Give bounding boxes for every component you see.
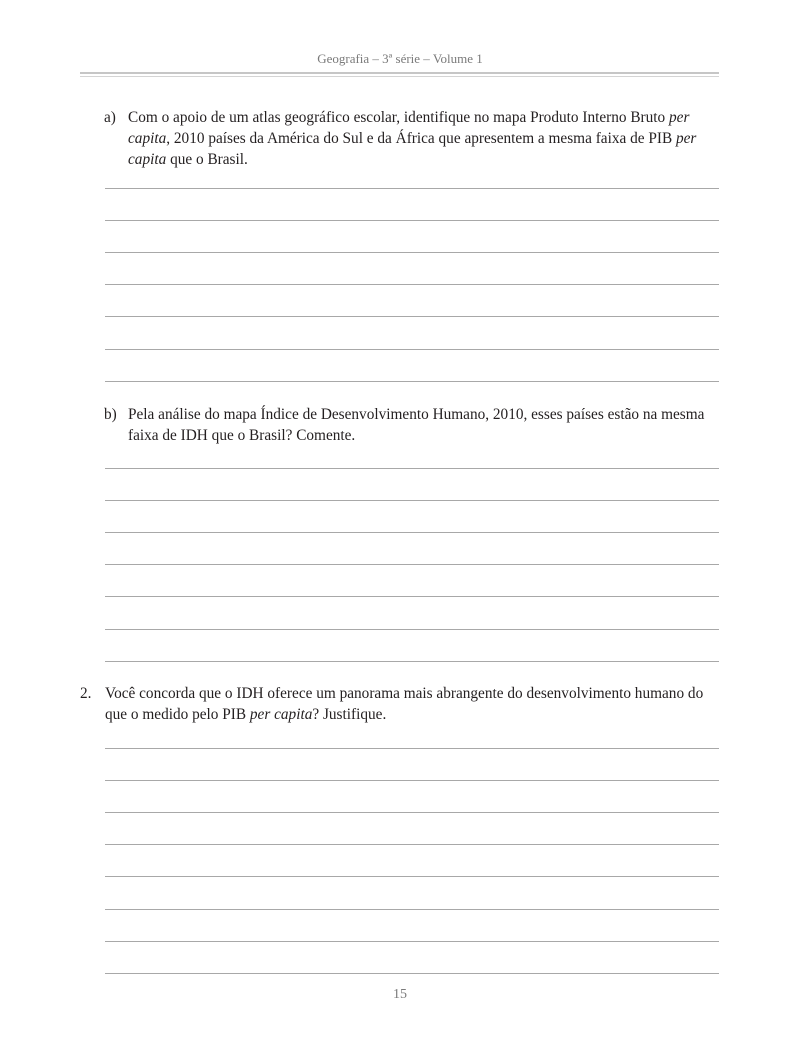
italic-term: per capita	[249, 706, 313, 723]
answer-line[interactable]	[105, 844, 719, 845]
answer-line[interactable]	[105, 468, 719, 469]
page-number: 15	[393, 987, 407, 1002]
header-rule	[80, 72, 719, 74]
text-run: Pela análise do mapa Índice de Desenvolvimento Humano, 2010, esses países estão na mesma faixa de IDH que o Brasil? Comente.	[128, 406, 705, 444]
answer-line[interactable]	[105, 748, 719, 749]
italic-term: per capita	[128, 130, 697, 168]
header-rule-thin	[80, 76, 719, 77]
question-label: b)	[104, 406, 117, 423]
answer-line[interactable]	[105, 629, 719, 630]
answer-line[interactable]	[105, 564, 719, 565]
answer-line[interactable]	[105, 316, 719, 317]
question-label: a)	[104, 109, 116, 126]
answer-line[interactable]	[105, 661, 719, 662]
answer-line[interactable]	[105, 812, 719, 813]
text-run: Você concorda que o IDH oferece um panorama mais abrangente do desenvolvimento humano do que o medido pelo PIB	[105, 685, 704, 723]
answer-line[interactable]	[105, 349, 719, 350]
answer-line[interactable]	[105, 876, 719, 877]
answer-line[interactable]	[105, 596, 719, 597]
answer-line[interactable]	[105, 532, 719, 533]
text-run: que o Brasil.	[166, 151, 248, 168]
question-label: 2.	[80, 685, 92, 702]
text-run: Com o apoio de um atlas geográfico escolar, identifique no mapa Produto Interno Bruto	[128, 109, 670, 126]
question-text	[128, 404, 720, 446]
answer-line[interactable]	[105, 252, 719, 253]
answer-line[interactable]	[105, 188, 719, 189]
text-run: ? Justifique.	[312, 706, 387, 723]
answer-line[interactable]	[105, 381, 719, 382]
answer-line[interactable]	[105, 973, 719, 974]
answer-line[interactable]	[105, 220, 719, 221]
answer-line[interactable]	[105, 780, 719, 781]
answer-line[interactable]	[105, 284, 719, 285]
text-run: , 2010 países da América do Sul e da África que apresentem a mesma faixa de PIB	[166, 130, 676, 147]
answer-line[interactable]	[105, 909, 719, 910]
answer-line[interactable]	[105, 500, 719, 501]
question-text	[105, 683, 720, 725]
header-title: Geografia – 3ª série – Volume 1	[317, 51, 483, 66]
question-text	[128, 107, 720, 170]
italic-term: per capita	[128, 109, 690, 147]
answer-line[interactable]	[105, 941, 719, 942]
